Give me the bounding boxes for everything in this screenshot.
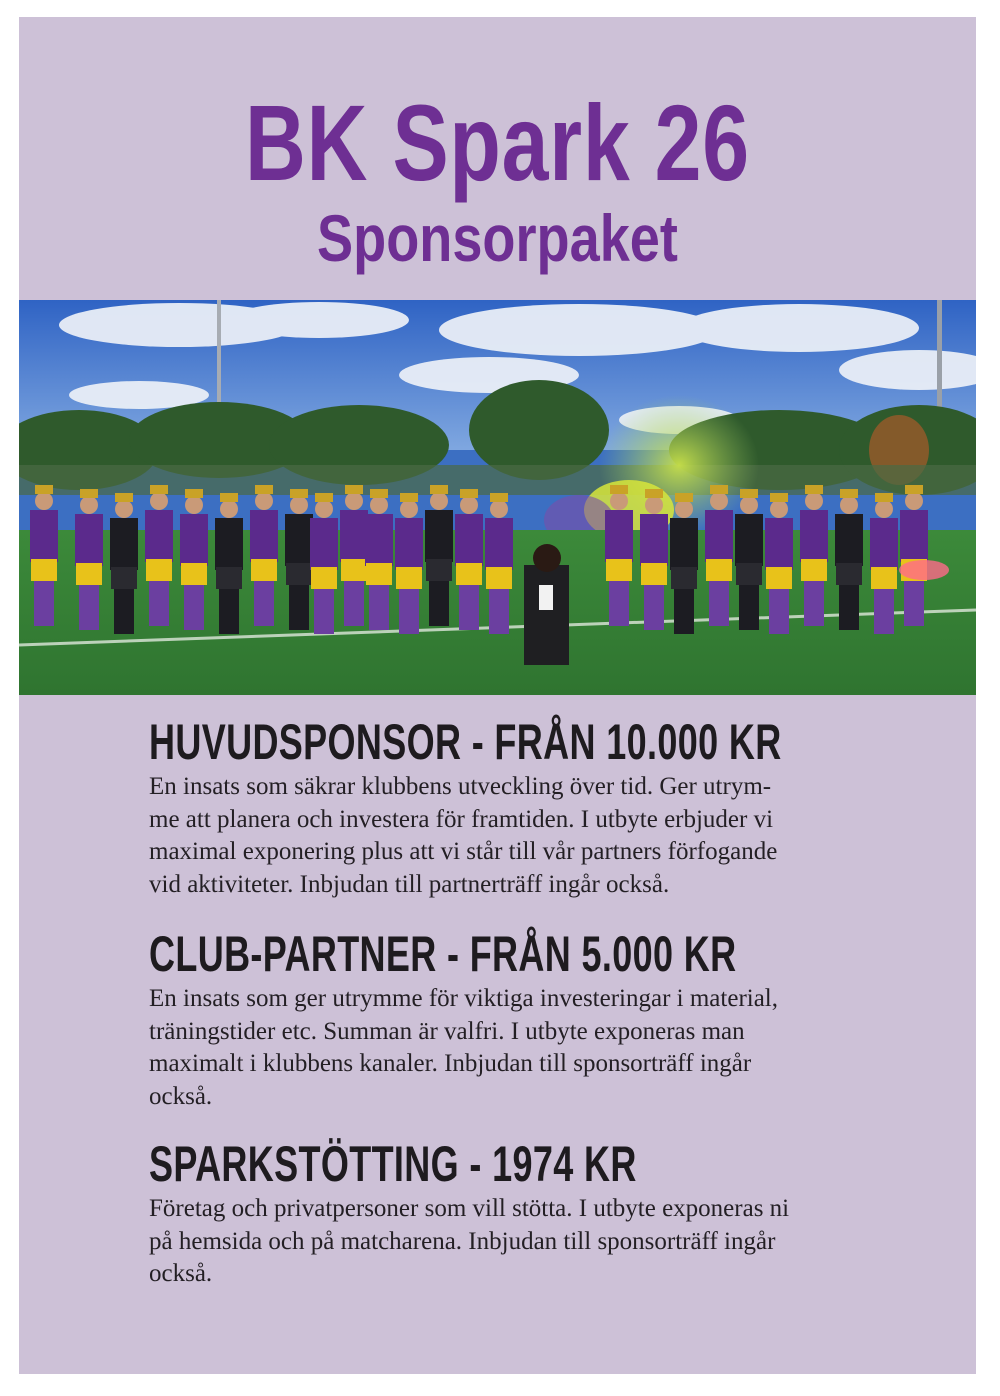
description-line: också. [149,1082,213,1110]
team-celebration-photo [19,300,976,695]
package-club-partner [149,926,889,1113]
package-heading: SPARKSTÖTTING - 1974 KR [149,1136,637,1192]
description-line: också. [149,1260,213,1287]
description-line: En insats som ger utrymme för viktiga investeringar i material, [149,985,779,1012]
description-line: Företag och privatpersoner som vill stötta. I utbyte exponeras ni [149,1195,790,1222]
package-huvudsponsor [149,714,889,901]
description-line: vid aktiviteter. Inbjudan till partnerträff ingår också. [149,870,670,898]
page-subtitle: Sponsorpaket [317,201,678,275]
package-heading: HUVUDSPONSOR - FRÅN 10.000 KR [149,714,782,770]
package-description [149,1193,889,1291]
page-title: BK Spark 26 [245,82,750,203]
description-line: maximal exponering plus att vi står till vår partners förfogande [149,838,778,865]
description-line: maximalt i klubbens kanaler. Inbjudan till sponsorträff ingår [149,1050,752,1077]
package-heading: CLUB-PARTNER - FRÅN 5.000 KR [149,926,737,982]
description-line: En insats som säkrar klubbens utveckling över tid. Ger utrym- [149,773,772,800]
description-line: på hemsida och på matcharena. Inbjudan till sponsorträff ingår [149,1227,776,1255]
sponsor-page [19,17,976,1374]
package-description [149,771,889,901]
package-description [149,983,889,1113]
description-line: me att planera och investera för framtiden. I utbyte erbjuder vi [149,805,774,833]
package-sparkstotting [149,1136,889,1291]
description-line: träningstider etc. Summan är valfri. I utbyte exponeras man [149,1017,745,1045]
